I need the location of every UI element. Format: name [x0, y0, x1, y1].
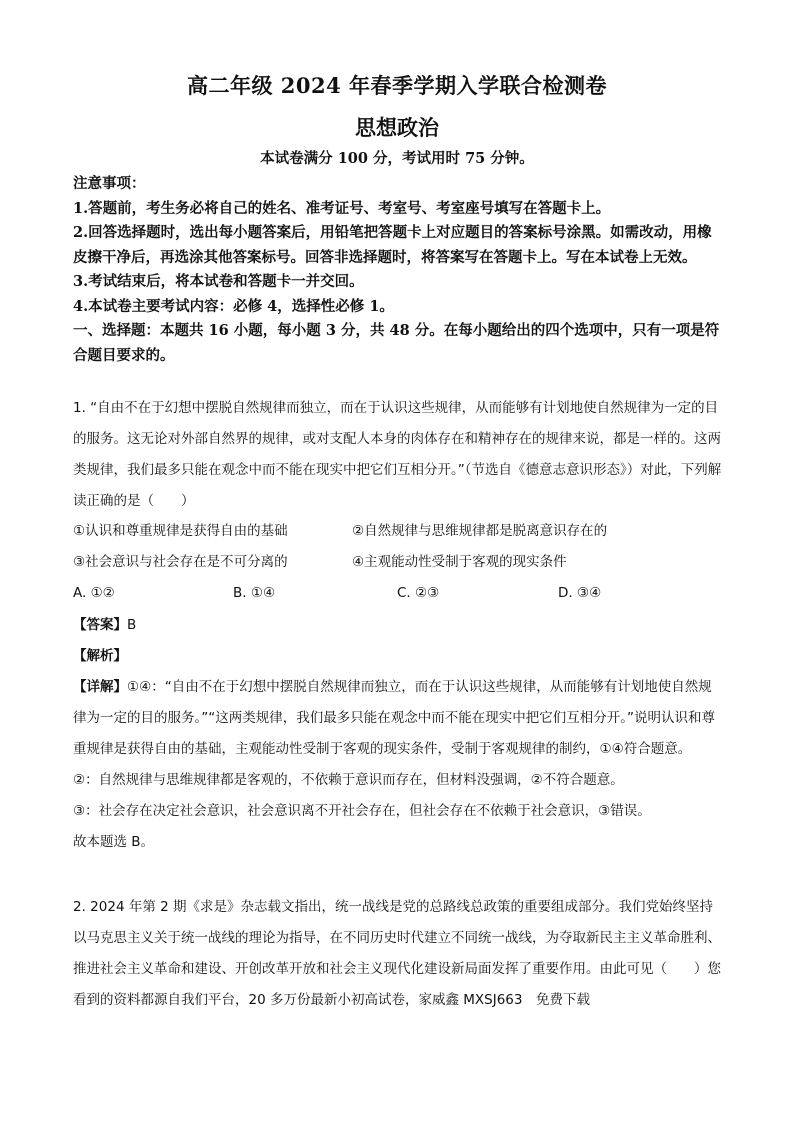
statement-4: ④主观能动性受制于客观的现实条件: [352, 554, 567, 570]
note-item: 3.考试结束后，将本试卷和答题卡一并交回。: [73, 273, 364, 290]
question-2-stem: 2. 2024 年第 2 期《求是》杂志载文指出，统一战线是党的总路线总政策的重要组成部分。我们党始终坚持以马克思主义关于统一战线的理论为指导，在不同历史时代建立不同统一战线，为夺取新民主主义革命胜利、推进社会主义革命和建设、开创改革开放和社会主义现代化建设新局面发挥了重要作用。由此可见（ ）: [73, 899, 721, 977]
detail-text: ②：自然规律与思维规律都是客观的，不依赖于意识而存在，但材料没强调，②不符合题意。: [73, 772, 624, 788]
detail-text: ③：社会存在决定社会意识，社会意识离不开社会存在，但社会存在不依赖于社会意识，③错误。: [73, 803, 651, 819]
choice-c: C. ②③: [397, 585, 440, 601]
notes-heading: 注意事项：: [73, 175, 146, 192]
exam-title: 高二年级 2024 年春季学期入学联合检测卷: [186, 73, 608, 98]
statement-2: ②自然规律与思维规律都是脱离意识存在的: [352, 523, 608, 539]
detail-tag: 【详解】: [73, 679, 127, 695]
answer-value: B: [127, 617, 137, 633]
answer-tag: 【答案】: [73, 617, 127, 633]
detail-text: ①④：“自由不在于幻想中摆脱自然规律而独立，而在于认识这些规律，从而能够有计划地使自然规律为一定的目的服务。”“这两类规律，我们最多只能在观念中而不能在现实中把它们互相分开。”说明认识和尊重规律是获得自由的基础，主观能动性受制于客观的现实条件，受制于客观规律的制约，①④符合题意。: [73, 679, 715, 757]
statement-1: ①认识和尊重规律是获得自由的基础: [73, 523, 288, 539]
exam-info: 本试卷满分 100 分，考试用时 75 分钟。: [260, 150, 534, 167]
note-item: 2.回答选择题时，选出每小题答案后，用铅笔把答题卡上对应题目的答案标号涂黑。如需改动，用橡皮擦干净后，再选涂其他答案标号。回答非选择题时，将答案写在答题卡上。写在本试卷上无效。: [73, 224, 712, 266]
footer-notice: 您看到的资料都源自我们平台，20 多万份最新小初高试卷，家威鑫 MXSJ663 免费下载: [73, 961, 721, 1008]
statement-3: ③社会意识与社会存在是不可分离的: [73, 554, 288, 570]
analysis-tag: 【解析】: [73, 648, 127, 664]
note-item: 4.本试卷主要考试内容：必修 4，选择性必修 1。: [73, 297, 394, 315]
notes-block: [73, 172, 723, 368]
choice-row: [73, 578, 723, 609]
answer-line: [73, 610, 136, 641]
detail-block: [73, 672, 723, 858]
question-2: [73, 892, 723, 1016]
analysis-line: [73, 641, 127, 672]
note-item: 1.答题前，考生务必将自己的姓名、准考证号、考室号、考室座号填写在答题卡上。: [73, 199, 611, 217]
choice-d: D. ③④: [558, 585, 602, 601]
section-heading: 一、选择题：本题共 16 小题，每小题 3 分，共 48 分。在每小题给出的四个选项中，只有一项是符合题目要求的。: [73, 322, 720, 364]
choice-a: A. ①②: [73, 585, 115, 601]
choice-b: B. ①④: [233, 585, 276, 601]
statement-row: [73, 516, 723, 547]
statement-row: [73, 547, 723, 578]
conclusion: 故本题选 B。: [73, 834, 155, 850]
subject-title: 思想政治: [355, 115, 439, 140]
question-1-stem: 1. “自由不在于幻想中摆脱自然规律而独立，而在于认识这些规律，从而能够有计划地使自然规律为一定的目的服务。这无论对外部自然界的规律，或对支配人本身的肉体存在和精神存在的规律来说，都是一样的。这两类规律，我们最多只能在观念中而不能在现实中把它们互相分开。”（节选自《德意志意识形态》）对此，下列解读正确的是（ ）: [73, 400, 722, 509]
